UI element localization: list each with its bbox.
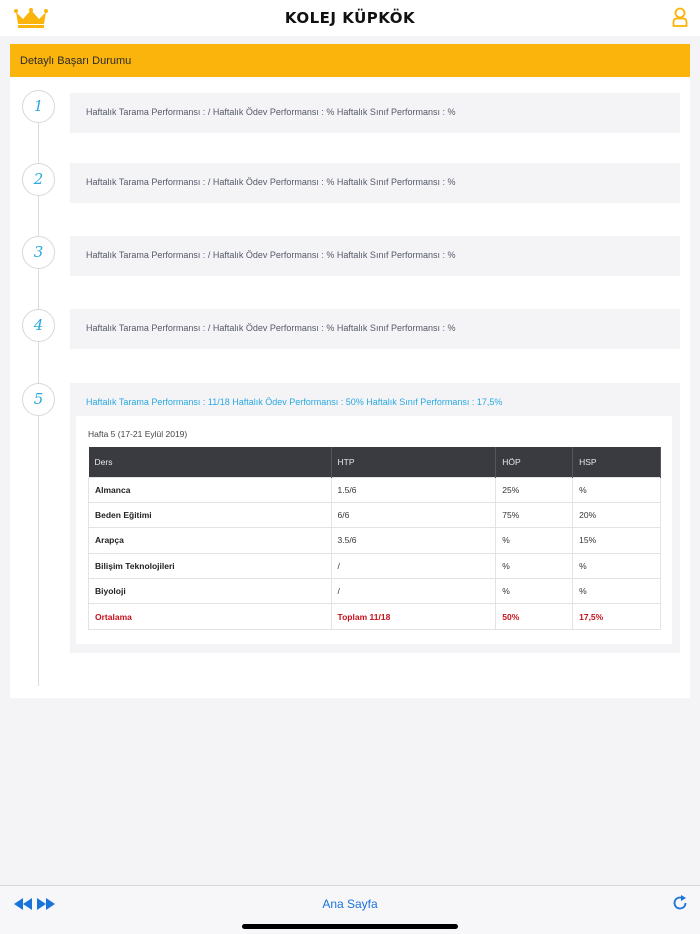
course-cell: Bilişim Teknolojileri bbox=[89, 553, 332, 578]
course-cell: Almanca bbox=[89, 477, 332, 502]
grades-table bbox=[88, 447, 661, 630]
app-title: KOLEJ KÜPKÖK bbox=[284, 9, 416, 27]
table-row bbox=[89, 502, 661, 527]
hop-cell: 50% bbox=[496, 604, 573, 629]
step-summary-box[interactable] bbox=[70, 163, 680, 203]
course-cell: Biyoloji bbox=[89, 579, 332, 604]
step-number: 1 bbox=[22, 90, 55, 123]
step-summary: Haftalık Tarama Performansı : / Haftalık Ödev Performansı : % Haftalık Sınıf Performansı : % bbox=[86, 323, 456, 333]
course-cell: Ortalama bbox=[89, 604, 332, 629]
htp-cell: / bbox=[331, 553, 496, 578]
hsp-cell: 20% bbox=[573, 502, 661, 527]
column-header: HTP bbox=[331, 447, 496, 477]
hsp-cell: % bbox=[573, 579, 661, 604]
htp-cell: 1.5/6 bbox=[331, 477, 496, 502]
user-icon[interactable] bbox=[672, 7, 688, 27]
week-detail-panel bbox=[76, 416, 672, 644]
step-number: 5 bbox=[22, 383, 55, 416]
step-summary: Haftalık Tarama Performansı : / Haftalık Ödev Performansı : % Haftalık Sınıf Performansı : % bbox=[86, 177, 456, 187]
hop-cell: % bbox=[496, 553, 573, 578]
success-detail-card bbox=[10, 44, 690, 698]
hop-cell: 75% bbox=[496, 502, 573, 527]
htp-cell: / bbox=[331, 579, 496, 604]
column-header: HÖP bbox=[496, 447, 573, 477]
column-header: HSP bbox=[573, 447, 661, 477]
course-cell: Arapça bbox=[89, 528, 332, 553]
htp-cell: Toplam 11/18 bbox=[331, 604, 496, 629]
top-bar bbox=[0, 0, 700, 36]
step-summary-box[interactable] bbox=[70, 309, 680, 349]
table-row bbox=[89, 528, 661, 553]
hsp-cell: 17,5% bbox=[573, 604, 661, 629]
step-summary-box[interactable] bbox=[70, 236, 680, 276]
hsp-cell: % bbox=[573, 477, 661, 502]
table-row bbox=[89, 553, 661, 578]
step-summary[interactable]: Haftalık Tarama Performansı : 11/18 Haftalık Ödev Performansı : 50% Haftalık Sınıf Performansı : 17,5% bbox=[86, 397, 503, 407]
column-header: Ders bbox=[89, 447, 332, 477]
course-cell: Beden Eğitimi bbox=[89, 502, 332, 527]
step-number: 4 bbox=[22, 309, 55, 342]
step-summary-box[interactable] bbox=[70, 93, 680, 133]
hsp-cell: 15% bbox=[573, 528, 661, 553]
htp-cell: 6/6 bbox=[331, 502, 496, 527]
htp-cell: 3.5/6 bbox=[331, 528, 496, 553]
table-row bbox=[89, 477, 661, 502]
home-link[interactable]: Ana Sayfa bbox=[322, 897, 378, 911]
table-row bbox=[89, 579, 661, 604]
step-number: 3 bbox=[22, 236, 55, 269]
step-number: 2 bbox=[22, 163, 55, 196]
average-row bbox=[89, 604, 661, 629]
hop-cell: % bbox=[496, 579, 573, 604]
bottom-toolbar bbox=[0, 885, 700, 934]
card-title: Detaylı Başarı Durumu bbox=[10, 44, 690, 77]
step-5-expanded bbox=[70, 383, 680, 653]
week-label: Hafta 5 (17-21 Eylül 2019) bbox=[88, 429, 188, 439]
refresh-icon[interactable] bbox=[672, 895, 688, 911]
hop-cell: % bbox=[496, 528, 573, 553]
step-summary: Haftalık Tarama Performansı : / Haftalık Ödev Performansı : % Haftalık Sınıf Performansı : % bbox=[86, 250, 456, 260]
table-header-row bbox=[89, 447, 661, 477]
step-summary: Haftalık Tarama Performansı : / Haftalık Ödev Performansı : % Haftalık Sınıf Performansı : % bbox=[86, 107, 456, 117]
home-indicator bbox=[242, 924, 458, 929]
hop-cell: 25% bbox=[496, 477, 573, 502]
hsp-cell: % bbox=[573, 553, 661, 578]
